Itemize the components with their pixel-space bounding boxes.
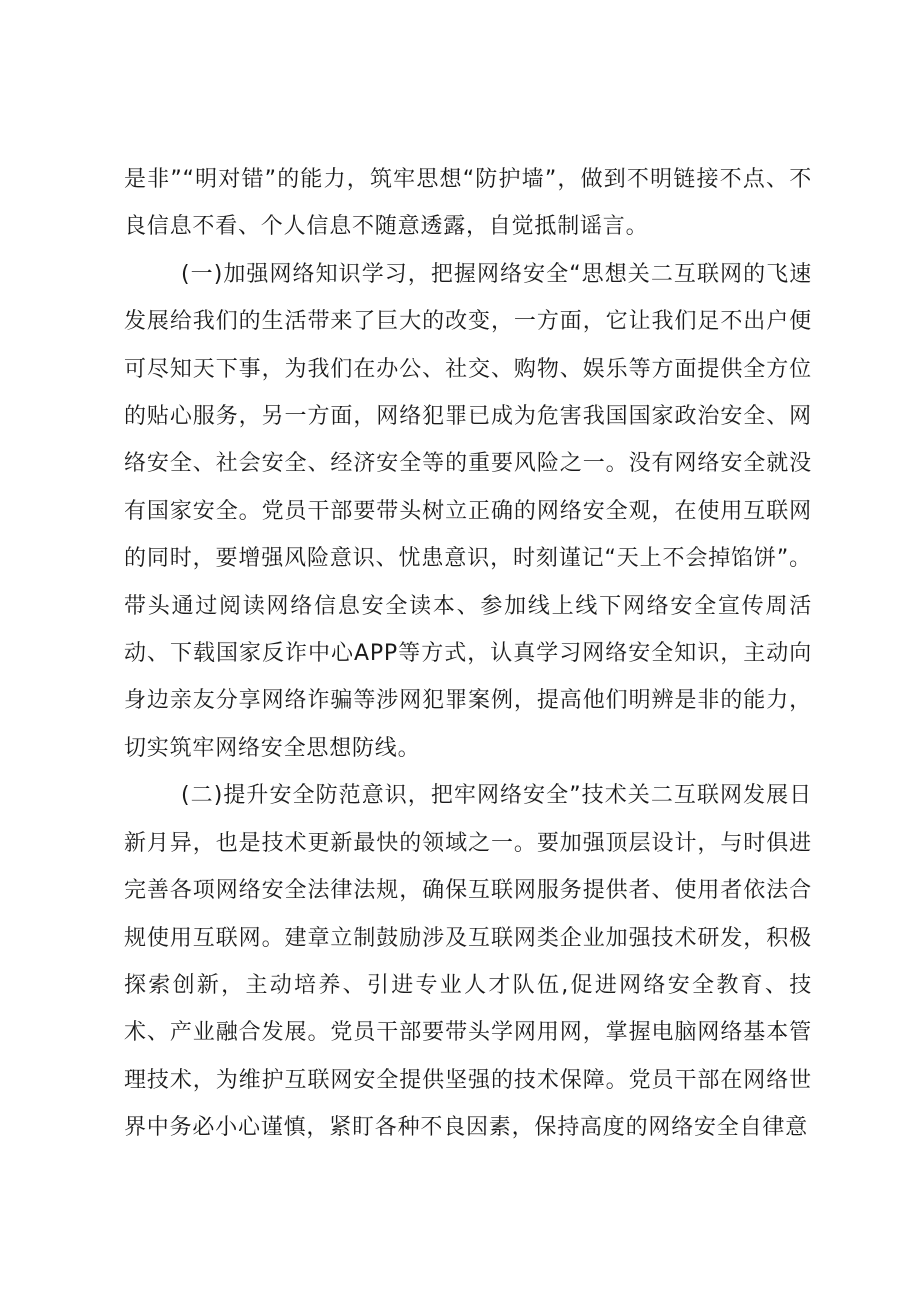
paragraph-section-2: (二)提升安全防范意识，把牢网络安全”技术关二互联网发展日新月异，也是技术更新最快的领域之一。要加强顶层设计，与时俱进完善各项网络安全法律法规，确保互联网服务提供者、使用者依法合规使用互联网。建章立制鼓励涉及互联网类企业加强技术研发，积极探索创新，主动培养、引进专业人才队伍,促进网络安全教育、技术、产业融合发展。党员干部要带头学网用网，掌握电脑网络基本管理技术，为维护互联网安全提供坚强的技术保障。党员干部在网络世界中务必小心谨慎，紧盯各种不良因素，保持高度的网络安全自律意 [124,783,812,1141]
paragraph-section-1: (一)加强网络知识学习，把握网络安全“思想关二互联网的飞速发展给我们的生活带来了巨大的改变，一方面，它让我们足不出户便可尽知天下事，为我们在办公、社交、购物、娱乐等方面提供全方位的贴心服务，另一方面，网络犯罪已成为危害我国国家政治安全、网络安全、社会安全、经济安全等的重要风险之一。没有网络安全就没有国家安全。党员干部要带头树立正确的网络安全观，在使用互联网的同时，要增强风险意识、忧患意识，时刻谨记“天上不会掉馅饼”。带头通过阅读网络信息安全读本、参加线上线下网络安全宣传周活动、下载国家反诈中心APP等方式，认真学习网络安全知识，主动向身边亲友分享网络诈骗等涉网犯罪案例，提高他们明辨是非的能力，切实筑牢网络安全思想防线。 [124,261,812,761]
document-body [124,156,812,1152]
paragraph-continuation: 是非”“明对错”的能力，筑牢思想“防护墙”，做到不明链接不点、不良信息不看、个人信息不随意透露，自觉抵制谣言。 [124,167,812,240]
